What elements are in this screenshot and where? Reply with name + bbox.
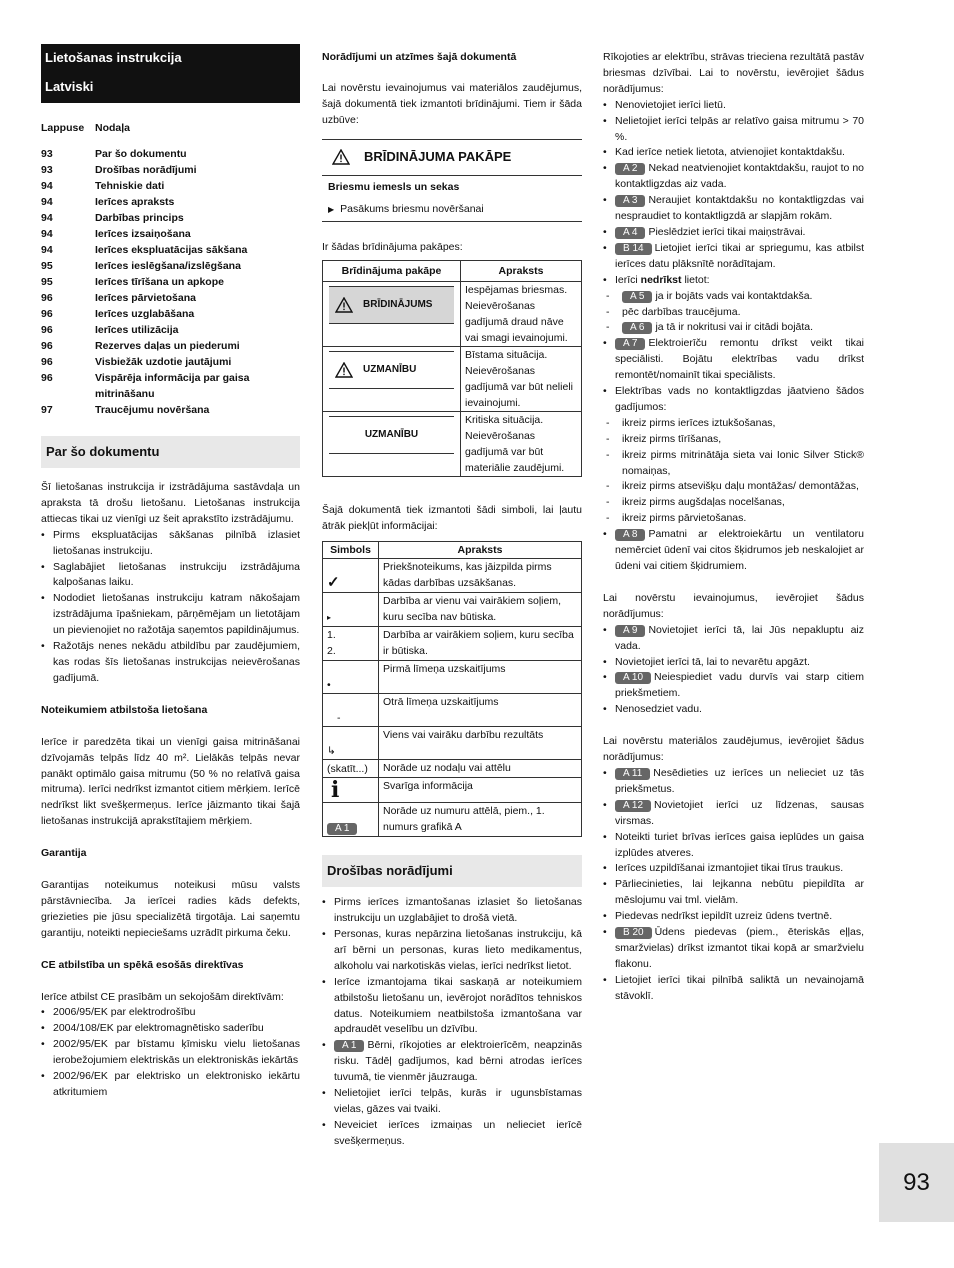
warning-structure-header <box>322 140 582 176</box>
toc-page: 94 <box>41 196 53 208</box>
safety-bullets <box>322 895 582 1150</box>
info-icon: i <box>331 777 340 804</box>
list-item-text: Neraujiet kontaktdakšu no kontaktligzdas vai nespraudiet to kontaktligzdā ar slapjām rokām. <box>615 194 864 223</box>
list-item-text: ja ir bojāts vads vai kontaktdakša. <box>655 289 813 302</box>
symbol-row <box>323 694 582 727</box>
toc-row <box>41 162 300 178</box>
list-item <box>603 527 864 575</box>
level-row <box>323 282 582 347</box>
toc-row <box>41 322 300 338</box>
list-item-text: Pamatni ar elektroiekārtu un ventilatoru nemērciet ūdenī vai citos šķidrumos jeb neskalojiet ar ūdeni vai citiem šķidrumiem. <box>615 528 864 572</box>
figure-ref-badge: A 5 <box>622 291 652 303</box>
toc-section: Tehniskie dati <box>95 180 165 192</box>
list-item <box>603 925 864 973</box>
symbol-row <box>323 593 582 627</box>
list-item-text: Piedevas nedrīkst iepildīt uzreiz ūdens tvertnē. <box>615 910 833 923</box>
level-desc: Kritiska situācija. Neievērošanas gadījumā var būt materiālie zaudējumi. <box>461 412 582 477</box>
about-heading: Par šo dokumentu <box>41 436 300 468</box>
toc-section: Vispārēja informācija par gaisa mitrināšanu <box>95 372 250 400</box>
list-item-text: Nelietojiet ierīci telpās ar relatīvo gaisa mitrumu > 70 %. <box>615 114 864 143</box>
list-item-text: Elektrības vads no kontaktligzdas jāatvieno šādos gadījumos: <box>615 385 864 413</box>
electric-intro: Rīkojoties ar elektrību, strāvas trieciena rezultātā pastāv briesmas dzīvībai. Lai to novērstu, ievērojiet šādus norādījumus: <box>603 51 864 95</box>
list-item <box>603 702 864 718</box>
figure-ref-badge: A 11 <box>615 768 650 780</box>
list-item <box>603 114 864 146</box>
list-item-text: Neiespiediet vadu durvīs vai starp citiem priekšmetiem. <box>615 671 864 700</box>
toc-page: 94 <box>41 228 53 240</box>
toc-row <box>41 274 300 290</box>
list-item <box>603 305 864 321</box>
unplug-cases <box>603 416 864 527</box>
levels-head-level: Brīdinājuma pakāpe <box>323 261 461 282</box>
figure-ref-badge: A 6 <box>622 322 652 334</box>
list-item-text: Novietojiet ierīci tā, lai to nevarētu apgāzt. <box>615 655 810 668</box>
toc-row <box>41 258 300 274</box>
warning-levels-table <box>322 260 582 477</box>
toc-row <box>41 178 300 194</box>
list-item: - ikreiz pirms augšdaļas nocelšanas, <box>603 495 864 511</box>
list-item: • 2002/95/EK par bīstamu ķīmisku vielu lietošanas ierobežojumiem elektriskās un elektroniskās iekārtās <box>41 1037 300 1069</box>
list-item <box>603 766 864 798</box>
check-icon: ✓ <box>327 574 340 592</box>
list-item <box>322 927 582 975</box>
list-item-text: Ierīces uzpildīšanai izmantojiet tikai tīrus traukus. <box>615 862 844 875</box>
level-row <box>323 347 582 412</box>
notes-heading: Norādījumi un atzīmes šajā dokumentā <box>322 51 517 63</box>
repair-bullets <box>603 336 864 416</box>
warning-triangle-icon <box>335 362 353 378</box>
column-2 <box>322 50 582 1166</box>
dash-icon: - <box>337 712 341 725</box>
symbol-desc: Viens vai vairāku darbību rezultāts <box>379 727 582 760</box>
symbol-row <box>323 727 582 760</box>
toc-section: Visbiežāk uzdotie jautājumi <box>95 356 232 368</box>
toc-page: 96 <box>41 372 53 384</box>
arrow-icon: ▸ <box>327 613 332 623</box>
toc-section: Ierīces pārvietošana <box>95 292 196 304</box>
numbered-steps: 1. 2. <box>327 629 336 658</box>
toc-section: Ierīces ieslēgšana/izslēgšana <box>95 260 241 272</box>
toc-section: Ierīces ekspluatācijas sākšana <box>95 244 248 256</box>
symbol-desc: Otrā līmeņa uzskaitījums <box>379 694 582 727</box>
toc-header-page: Lappuse <box>41 122 85 134</box>
toc-page: 93 <box>41 148 53 160</box>
injury-bullets <box>603 623 864 718</box>
figure-ref-badge: A 7 <box>615 338 645 350</box>
list-item-text: Nesēdieties uz ierīces un nelieciet uz tās priekšmetus. <box>615 766 864 795</box>
symbol-desc: Pirmā līmeņa uzskaitījums <box>379 661 582 694</box>
toc-page: 93 <box>41 164 53 176</box>
symbol-cell <box>323 627 379 661</box>
list-item-text: Personas, kuras nepārzina lietošanas instrukciju, kā arī bērni un personas, kuras lieto medikamentus, alkoholu vai narkotiskās vielas, ierīci nedrīkst lietot. <box>334 927 582 972</box>
symbol-cell <box>323 593 379 627</box>
warranty-heading: Garantija <box>41 847 87 860</box>
symbol-row <box>323 627 582 661</box>
toc-page: 94 <box>41 180 53 192</box>
symbol-desc: Darbība ar vienu vai vairākiem soļiem, kuru secība nav būtiska. <box>379 593 582 627</box>
symbol-cell <box>323 559 379 593</box>
toc-row <box>41 290 300 306</box>
column-1 <box>41 44 300 1117</box>
level-desc: Bīstama situācija. Neievērošanas gadījumā var būt nelieli ievainojumi. <box>461 347 582 412</box>
list-item: - ikreiz pirms pārvietošanas. <box>603 511 864 527</box>
toc-page: 96 <box>41 356 53 368</box>
list-item-text: Bērni, rīkojoties ar elektroierīcēm, neapzinās risku. Tādēļ gadījumos, kad bērni atrodas ierīces tuvumā, tie vienmēr jāuzrauga. <box>334 1039 582 1084</box>
list-item: • Nododiet lietošanas instrukciju katram nākošajam izstrādājuma īpašniekam, pārņēmējam un lietotājam un pievienojiet no ražotāja saņemtos papildinājumus. <box>41 591 300 639</box>
warning-structure-title: BRĪDINĀJUMA PAKĀPE <box>364 149 512 165</box>
figure-ref-badge: B 14 <box>615 243 652 255</box>
table-of-contents <box>41 120 300 418</box>
list-item-text: Novietojiet ierīci uz līdzenas, sausas virsmas. <box>615 798 864 827</box>
figure-ref-badge: A 2 <box>615 163 645 175</box>
list-item: - ikreiz pirms atsevišķu daļu montāžas/ demontāžas, <box>603 479 864 495</box>
symbol-desc: Darbība ar vairākiem soļiem, kuru secība ir būtiska. <box>379 627 582 661</box>
toc-section: Rezerves daļas un piederumi <box>95 340 240 352</box>
electric-bullets <box>603 98 864 273</box>
figure-ref-badge: B 20 <box>615 927 652 939</box>
list-item <box>603 193 864 225</box>
level-notice-label: UZMANĪBU <box>329 416 454 454</box>
toc-section: Par šo dokumentu <box>95 148 187 160</box>
warning-measure-row <box>328 202 576 218</box>
list-item-text: Ierīce izmantojama tikai saskaņā ar noteikumiem atbilstošu lietošanu un, ievērojot norādītos tehniskos datus. Noteikumiem neatbilstoša izmantošana var apdraudēt veselību un dzīvību. <box>334 975 582 1036</box>
symbol-row <box>323 778 582 803</box>
list-item <box>603 161 864 193</box>
list-item-text: Novietojiet ierīci tā, lai Jūs nepakluptu aiz vada. <box>615 623 864 652</box>
toc-header <box>41 120 300 136</box>
level-caution-label: UZMANĪBU <box>329 351 454 389</box>
list-item <box>603 225 864 241</box>
toc-page: 96 <box>41 340 53 352</box>
list-item-text: Nekad neatvienojiet kontaktdakšu, raujot to no kontaktligzdas aiz vada. <box>615 162 864 191</box>
figure-ref-badge: A 1 <box>327 823 357 835</box>
a8-bullet <box>603 527 864 575</box>
use-text: Ierīce ir paredzēta tikai un vienīgi gaisa mitrināšanai dzīvojamās telpās līdz 40 m². Lielākās telpās nevar panākt optimālo gaisa mitrumu (50 % no relatīvā gaisa mitruma). Ierīci nedrīkst izmantot citiem mērķiem. Ierīcē nedrīkst likt svešķermeņus. Ierīce jāizmanto tikai šajā lietošanas instrukcijā aprakstītajiem mērķiem. <box>41 735 300 828</box>
toc-section: Darbības princips <box>95 212 184 224</box>
level-warning-label: BRĪDINĀJUMS <box>329 286 454 324</box>
toc-page: 95 <box>41 260 53 272</box>
list-item <box>603 798 864 830</box>
list-item-text: Pirms ierīces izmantošanas izlasiet šo lietošanas instrukciju un uzglabājiet to drošā vietā. <box>334 896 582 925</box>
bullet-icon: • <box>327 679 331 692</box>
list-item <box>322 895 582 927</box>
toc-section: Ierīces uzglabāšana <box>95 308 195 320</box>
level-desc: Iespējamas briesmas. Neievērošanas gadījumā draud nāve vai smagi ievainojumi. <box>461 282 582 347</box>
list-item <box>603 973 864 1005</box>
toc-page: 95 <box>41 276 53 288</box>
title-line-2: Latviski <box>45 79 94 94</box>
list-item <box>603 655 864 671</box>
ce-heading: CE atbilstība un spēkā esošās direktīvas <box>41 958 244 971</box>
symbol-cell <box>323 803 379 837</box>
list-item-text: Neveiciet ierīces izmaiņas un nelieciet ierīcē svešķermeņus. <box>334 1118 582 1147</box>
safety-heading: Drošības norādījumi <box>322 855 582 887</box>
symbols-intro: Šajā dokumentā tiek izmantoti šādi simboli, lai ļautu ātrāk piekļūt informācijai: <box>322 504 582 533</box>
toc-header-section: Nodaļa <box>95 122 131 134</box>
symbol-row <box>323 559 582 593</box>
list-item <box>603 289 864 305</box>
list-item: • Ražotājs nenes nekādu atbildību par zaudējumiem, kas rodas šīs lietošanas instrukcijas neievērošanas gadījumā. <box>41 639 300 687</box>
toc-row <box>41 242 300 258</box>
symbol-row <box>323 760 582 778</box>
symbol-row <box>323 803 582 837</box>
result-arrow-icon: ↳ <box>327 745 336 758</box>
figure-ref-badge: A 12 <box>615 800 651 812</box>
toc-page: 97 <box>41 404 53 416</box>
toc-section: Ierīces izsaiņošana <box>95 228 191 240</box>
list-item: - ikreiz pirms ierīces iztukšošanas, <box>603 416 864 432</box>
toc-page: 94 <box>41 212 53 224</box>
toc-row <box>41 402 300 418</box>
list-item-text: Elektroierīču remontu drīkst veikt tikai speciālisti. Bojātu elektrības vadu drīkst remontēt/nomainīt tikai speciālists. <box>615 337 864 382</box>
warning-structure-box <box>322 139 582 223</box>
list-item <box>322 975 582 1039</box>
list-item: • Ierīci nedrīkst lietot: <box>603 273 864 289</box>
list-item-text: Nenovietojiet ierīci lietū. <box>615 98 726 111</box>
toc-page: 94 <box>41 244 53 256</box>
toc-section: Drošības norādījumi <box>95 164 197 176</box>
list-item-text: Nenosedziet vadu. <box>615 703 702 716</box>
figure-ref-badge: A 8 <box>615 529 645 541</box>
warning-triangle-icon <box>332 149 350 165</box>
list-item <box>603 861 864 877</box>
toc-section: Traucējumu novēršana <box>95 404 210 416</box>
toc-row <box>41 370 300 402</box>
list-item <box>603 623 864 655</box>
symbols-head-desc: Apraksts <box>379 542 582 559</box>
list-item <box>322 1038 582 1086</box>
warning-cause: Briesmu iemesls un sekas <box>328 180 460 193</box>
toc-row <box>41 226 300 242</box>
material-intro: Lai novērstu materiālos zaudējumus, ievērojiet šādus norādījumus: <box>603 735 864 764</box>
arrow-icon: ▶ <box>328 204 335 214</box>
list-item-text: ja tā ir nokritusi vai ir citādi bojāta. <box>655 321 814 334</box>
toc-section: Ierīces utilizācija <box>95 324 179 336</box>
symbol-cell <box>323 778 379 803</box>
toc-row <box>41 306 300 322</box>
use-heading: Noteikumiem atbilstoša lietošana <box>41 703 208 716</box>
symbols-head-symbol: Simbols <box>323 542 379 559</box>
list-item: • 2004/108/EK par elektromagnētisko saderību <box>41 1021 300 1037</box>
figure-ref-badge: A 4 <box>615 227 645 239</box>
about-bullets <box>41 528 300 687</box>
toc-row <box>41 338 300 354</box>
warning-triangle-icon <box>335 297 353 313</box>
list-item <box>603 241 864 273</box>
figure-ref-badge: A 10 <box>615 672 651 684</box>
list-item-text: Noteikti turiet brīvas ierīces gaisa ieplūdes un gaisa izplūdes atveres. <box>615 830 864 859</box>
warranty-text: Garantijas noteikumus noteikusi mūsu valsts pārstāvniecība. Ja ierīcei radies kāds defekts, griezieties pie jūsu specializētā tirgotāja. Lai saņemtu garantiju, noteikti nepieciešams uzrādīt pirkuma čeku. <box>41 879 300 939</box>
list-item <box>322 1118 582 1150</box>
symbol-desc: Norāde uz numuru attēlā, piem., 1. numurs grafikā A <box>379 803 582 837</box>
list-item-text: Lietojiet ierīci tikai ar spriegumu, kas atbilst ierīces datu plāksnītē norādītajam. <box>615 241 864 270</box>
ce-bullets <box>41 1005 300 1100</box>
list-item-text: pēc darbības traucējuma. <box>622 305 741 318</box>
list-item: • 2006/95/EK par elektrodrošību <box>41 1005 300 1021</box>
notuse-list <box>603 273 864 289</box>
column-3 <box>603 50 864 1021</box>
figure-ref-badge: A 1 <box>334 1040 364 1052</box>
toc-row <box>41 210 300 226</box>
notuse-cases <box>603 289 864 337</box>
figure-ref-badge: A 3 <box>615 195 645 207</box>
symbol-desc: Priekšnoteikums, kas jāizpilda pirms kādas darbības uzsākšanas. <box>379 559 582 593</box>
list-item <box>603 670 864 702</box>
ce-text: Ierīce atbilst CE prasībām un sekojošām direktīvām: <box>41 990 284 1003</box>
symbol-cell <box>323 760 379 778</box>
see-reference: (skatīt...) <box>327 763 368 776</box>
list-item-text: Kad ierīce netiek lietota, atvienojiet kontaktdakšu. <box>615 146 845 159</box>
level-row <box>323 412 582 477</box>
list-item <box>603 830 864 862</box>
list-item <box>322 1086 582 1118</box>
symbol-cell <box>323 694 379 727</box>
symbol-desc: Norāde uz nodaļu vai attēlu <box>379 760 582 778</box>
symbols-table <box>322 541 582 837</box>
title-line-1: Lietošanas instrukcija <box>45 50 182 65</box>
list-item <box>603 320 864 336</box>
toc-section: Ierīces tīrīšana un apkope <box>95 276 224 288</box>
levels-intro: Ir šādas brīdinājuma pakāpes: <box>322 241 463 254</box>
list-item <box>603 336 864 384</box>
list-item <box>603 98 864 114</box>
list-item: • Saglabājiet lietošanas instrukciju izstrādājuma kalpošanas laiku. <box>41 560 300 592</box>
levels-head-desc: Apraksts <box>461 261 582 282</box>
list-item-text: Pieslēdziet ierīci tikai maiņstrāvai. <box>648 225 806 238</box>
toc-page: 96 <box>41 308 53 320</box>
warning-measure: Pasākums briesmu novēršanai <box>340 202 484 215</box>
notes-intro: Lai novērstu ievainojumus vai materiālos zaudējumus, šajā dokumentā tiek izmantoti brīdinājumi. Tiem ir šāda uzbūve: <box>322 81 582 126</box>
document-title <box>41 44 300 103</box>
list-item <box>603 909 864 925</box>
toc-page: 96 <box>41 292 53 304</box>
list-item-text: Ūdens piedevas (piem., ēteriskās eļļas, smaržvielas) drīkst izmantot tikai kopā ar smaržvielu flakonu. <box>615 926 864 970</box>
toc-row <box>41 194 300 210</box>
toc-page: 96 <box>41 324 53 336</box>
list-item: • 2002/96/EK par elektrisko un elektronisko iekārtu atkritumiem <box>41 1069 300 1101</box>
list-item <box>603 877 864 909</box>
page-number: 93 <box>879 1143 954 1222</box>
toc-row <box>41 354 300 370</box>
material-bullets <box>603 766 864 1005</box>
list-item-text: Pārliecinieties, lai lejkanna nebūtu piepildīta ar mēslojumu vai tml. vielām. <box>615 878 864 907</box>
toc-row <box>41 146 300 162</box>
list-item-text: Lietojiet ierīci tikai pilnībā saliktā un nevainojamā stāvoklī. <box>615 973 864 1002</box>
symbol-row <box>323 661 582 694</box>
list-item: - ikreiz pirms tīrīšanas, <box>603 432 864 448</box>
list-item <box>603 384 864 416</box>
toc-section: Ierīces apraksts <box>95 196 175 208</box>
list-item <box>603 145 864 161</box>
list-item-text: Nelietojiet ierīci telpās, kurās ir ugunsbīstamas vielas, gāzes vai tvaiki. <box>334 1087 582 1115</box>
symbol-desc: Svarīga informācija <box>379 778 582 803</box>
injury-intro: Lai novērstu ievainojumus, ievērojiet šādus norādījumus: <box>603 591 864 620</box>
symbol-cell <box>323 661 379 694</box>
list-item: • Pirms ekspluatācijas sākšanas pilnībā izlasiet lietošanas instrukciju. <box>41 528 300 560</box>
figure-ref-badge: A 9 <box>615 625 645 637</box>
list-item: - ikreiz pirms mitrinātāja sieta vai Ionic Silver Stick® nomaiņas, <box>603 448 864 480</box>
symbol-cell <box>323 727 379 760</box>
about-intro: Šī lietošanas instrukcija ir izstrādājuma sastāvdaļa un apraksta tā drošu lietošanu. Lietošanas instrukcija attiecas tikai uz vienīgi uz šeit aprakstīto izstrādājumu. <box>41 481 300 525</box>
